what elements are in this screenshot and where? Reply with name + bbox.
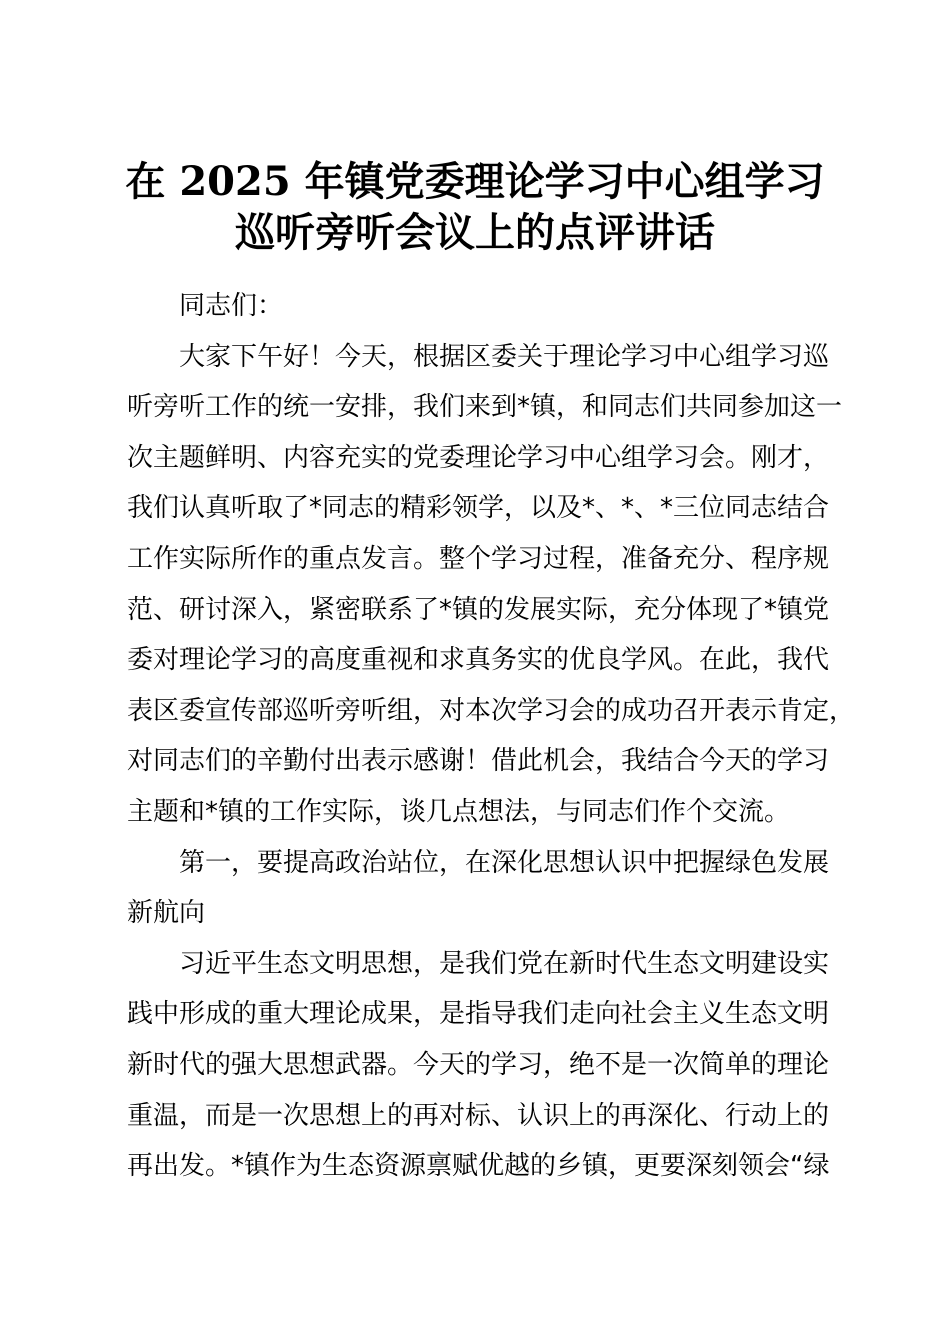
document-body [127,281,856,1192]
text-line: 委对理论学习的高度重视和求真务实的优良学风。在此，我代 [127,645,830,676]
section-heading-1 [127,838,833,939]
text-line: 表区委宣传部巡听旁听组，对本次学习会的成功召开表示肯定， [127,695,856,726]
title-line-2: 巡听旁听会议上的点评讲话 [235,209,715,256]
text-line: 我们认真听取了*同志的精彩领学，以及*、*、*三位同志结合 [127,493,830,524]
text-line: 新航向 [127,898,206,929]
text-line: 同志们： [179,291,284,321]
text-line: 次主题鲜明、内容充实的党委理论学习中心组学习会。刚才， [127,442,830,473]
title-line-1: 在 2025 年镇党委理论学习中心组学习 [125,158,825,205]
text-line: 大家下午好！今天，根据区委关于理论学习中心组学习巡 [179,341,830,372]
text-line: 主题和*镇的工作实际，谈几点想法，与同志们作个交流。 [127,796,791,827]
text-line: 新时代的强大思想武器。今天的学习，绝不是一次简单的理论 [127,1049,830,1080]
salutation-paragraph [127,281,833,332]
text-line: 对同志们的辛勤付出表示感谢！借此机会，我结合今天的学习 [127,746,830,777]
text-line: 第一，要提高政治站位，在深化思想认识中把握绿色发展 [179,847,830,878]
document-title [100,156,850,258]
text-line: 听旁听工作的统一安排，我们来到*镇，和同志们共同参加这一 [127,392,843,423]
text-line: 再出发。*镇作为生态资源禀赋优越的乡镇，更要深刻领会“绿 [127,1151,830,1182]
section-paragraph-1 [127,939,833,1192]
opening-paragraph [127,332,856,838]
text-line: 范、研讨深入，紧密联系了*镇的发展实际，充分体现了*镇党 [127,594,830,625]
text-line: 践中形成的重大理论成果，是指导我们走向社会主义生态文明 [127,999,830,1030]
text-line: 重温，而是一次思想上的再对标、认识上的再深化、行动上的 [127,1100,830,1131]
text-line: 工作实际所作的重点发言。整个学习过程，准备充分、程序规 [127,543,830,574]
text-line: 习近平生态文明思想，是我们党在新时代生态文明建设实 [179,948,830,979]
